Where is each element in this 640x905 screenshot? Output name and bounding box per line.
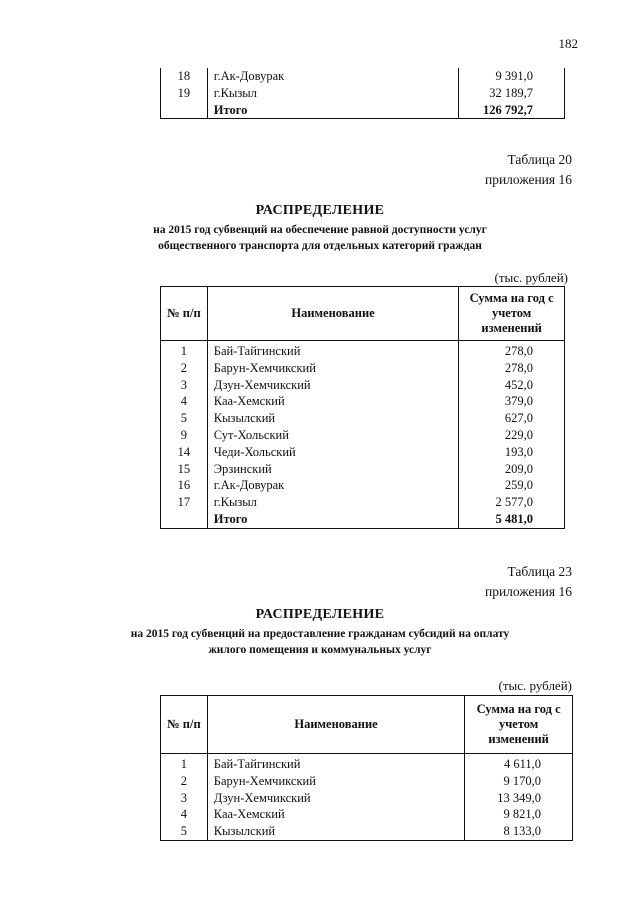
section-title: РАСПРЕДЕЛЕНИЕ <box>255 203 385 218</box>
row-name: г.Кызыл <box>207 494 459 511</box>
row-name: Барун-Хемчикский <box>207 360 459 377</box>
section-subtitle: на 2015 год субвенций на обеспечение равной доступности услуг <box>153 224 487 236</box>
table-number: Таблица 20 <box>507 152 572 167</box>
row-number: 14 <box>161 444 208 461</box>
row-value: 452,0 <box>459 377 565 394</box>
table-row <box>161 477 565 494</box>
total-label: Итого <box>207 511 459 528</box>
row-name: г.Ак-Довурак <box>207 68 459 85</box>
row-name: г.Кызыл <box>207 85 459 102</box>
row-value: 278,0 <box>459 360 565 377</box>
row-name: Дзун-Хемчикский <box>207 790 465 807</box>
row-value: 627,0 <box>459 410 565 427</box>
units-label: (тыс. рублей) <box>498 678 572 693</box>
total-value: 126 792,7 <box>459 102 565 119</box>
total-row <box>161 102 565 119</box>
row-name: Эрзинский <box>207 461 459 478</box>
row-name: Кызылский <box>207 410 459 427</box>
row-name: Кызылский <box>207 823 465 840</box>
row-value: 379,0 <box>459 393 565 410</box>
table-row <box>161 790 573 807</box>
total-label: Итого <box>207 102 459 119</box>
total-row <box>161 511 565 528</box>
row-number: 2 <box>161 773 208 790</box>
page-number: 182 <box>558 36 578 51</box>
row-number: 16 <box>161 477 208 494</box>
row-number: 5 <box>161 823 208 840</box>
table-row <box>161 377 565 394</box>
appendix-ref: приложения 16 <box>484 584 572 599</box>
row-name: Чеди-Хольский <box>207 444 459 461</box>
row-value: 9 821,0 <box>465 806 573 823</box>
table20-caption <box>485 150 572 190</box>
section-subtitle: жилого помещения и коммунальных услуг <box>208 644 432 656</box>
row-value: 259,0 <box>459 477 565 494</box>
row-number: 3 <box>161 790 208 807</box>
table-row <box>161 806 573 823</box>
row-name: Барун-Хемчикский <box>207 773 465 790</box>
row-value: 278,0 <box>459 341 565 360</box>
table-number: Таблица 23 <box>507 564 572 579</box>
row-value: 9 391,0 <box>459 68 565 85</box>
row-name: г.Ак-Довурак <box>207 477 459 494</box>
row-number: 5 <box>161 410 208 427</box>
header-name: Наименование <box>207 287 459 341</box>
table20 <box>160 286 565 529</box>
row-name: Каа-Хемский <box>207 806 465 823</box>
header-num: № п/п <box>161 696 208 754</box>
row-number: 4 <box>161 806 208 823</box>
row-name: Сут-Хольский <box>207 427 459 444</box>
row-number: 1 <box>161 754 208 773</box>
units-label: (тыс. рублей) <box>494 270 568 285</box>
table23-heading <box>0 607 640 658</box>
header-value: Сумма на год с учетом изменений <box>465 696 573 754</box>
table-row <box>161 427 565 444</box>
total-value: 5 481,0 <box>459 511 565 528</box>
row-number: 18 <box>161 68 208 85</box>
section-subtitle: на 2015 год субвенций на предоставление гражданам субсидий на оплату <box>130 628 510 640</box>
table-row <box>161 823 573 840</box>
row-value: 2 577,0 <box>459 494 565 511</box>
row-value: 4 611,0 <box>465 754 573 773</box>
table-header-row <box>161 287 565 341</box>
header-name: Наименование <box>207 696 465 754</box>
row-value: 8 133,0 <box>465 823 573 840</box>
row-number: 4 <box>161 393 208 410</box>
table-row <box>161 393 565 410</box>
row-number-empty <box>161 511 208 528</box>
header-value: Сумма на год с учетом изменений <box>459 287 565 341</box>
row-name: Бай-Тайгинский <box>207 754 465 773</box>
row-name: Бай-Тайгинский <box>207 341 459 360</box>
table-row <box>161 461 565 478</box>
section-subtitle: общественного транспорта для отдельных категорий граждан <box>158 240 482 252</box>
table-row <box>161 754 573 773</box>
table-row <box>161 68 565 85</box>
row-number: 9 <box>161 427 208 444</box>
table20-heading <box>0 203 640 254</box>
table-row <box>161 773 573 790</box>
row-number: 2 <box>161 360 208 377</box>
row-value: 209,0 <box>459 461 565 478</box>
table-row <box>161 85 565 102</box>
table-row <box>161 341 565 360</box>
row-name: Дзун-Хемчикский <box>207 377 459 394</box>
row-number: 3 <box>161 377 208 394</box>
row-value: 193,0 <box>459 444 565 461</box>
row-number: 19 <box>161 85 208 102</box>
row-value: 229,0 <box>459 427 565 444</box>
row-value: 13 349,0 <box>465 790 573 807</box>
table-header-row <box>161 696 573 754</box>
row-number: 15 <box>161 461 208 478</box>
table23 <box>160 695 573 841</box>
row-value: 9 170,0 <box>465 773 573 790</box>
top-table <box>160 68 565 119</box>
header-num: № п/п <box>161 287 208 341</box>
section-title: РАСПРЕДЕЛЕНИЕ <box>255 607 385 622</box>
row-number: 17 <box>161 494 208 511</box>
table-row <box>161 444 565 461</box>
row-value: 32 189,7 <box>459 85 565 102</box>
table-row <box>161 410 565 427</box>
table-row <box>161 360 565 377</box>
table23-caption <box>485 562 572 602</box>
row-number: 1 <box>161 341 208 360</box>
row-name: Каа-Хемский <box>207 393 459 410</box>
table-row <box>161 494 565 511</box>
row-number-empty <box>161 102 208 119</box>
appendix-ref: приложения 16 <box>484 172 572 187</box>
